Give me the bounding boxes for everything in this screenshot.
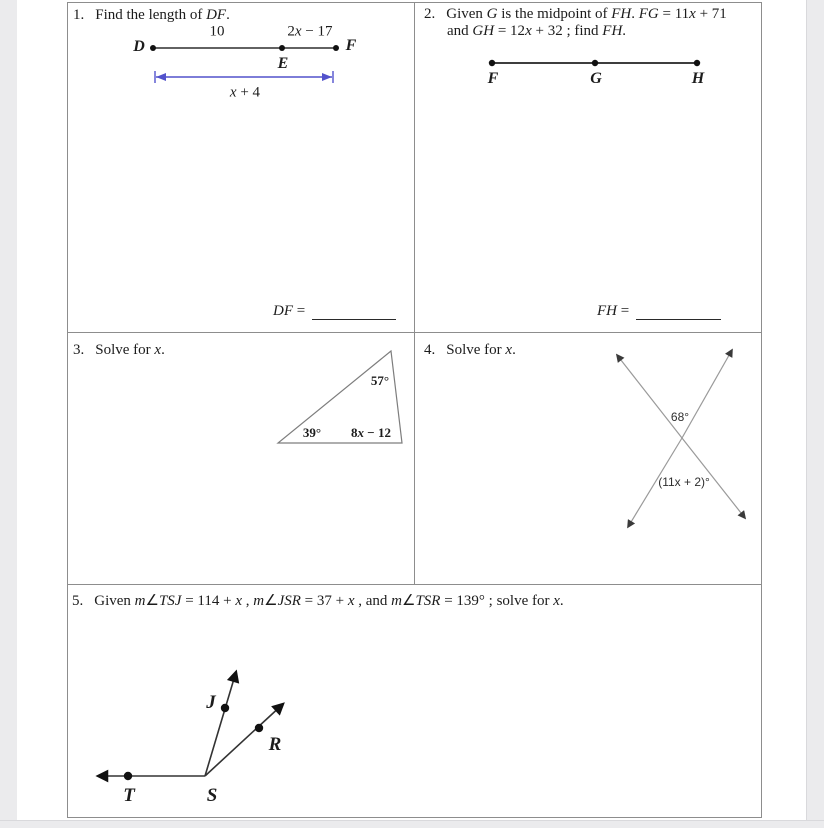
lower-angle-label: (11x + 2)° (658, 475, 710, 489)
segment-ef-length-label: 2x − 17 (287, 23, 333, 40)
problem-5-number: 5. (72, 593, 84, 609)
problem-2-prompt-text2: and GH = 12x + 32 ; find FH. (447, 23, 627, 39)
point-dot-f (333, 45, 339, 51)
point-label-s: S (206, 785, 218, 806)
point-dot-g (592, 60, 598, 66)
problem-1-answer-label: DF = (273, 303, 309, 319)
crossing-ray-upleft (617, 355, 682, 438)
problem-5-diagram (88, 660, 303, 790)
point-dot-h (694, 60, 700, 66)
total-length-label: x + 4 (229, 84, 261, 101)
problem-3-cell (67, 332, 414, 584)
problem-1-cell (67, 2, 414, 332)
problem-3-number: 3. (73, 342, 85, 358)
segment-de-length-label: 10 (209, 23, 225, 40)
triangle-right-angle-label: 8x − 12 (351, 425, 391, 440)
problem-4-prompt-text: Solve for x. (446, 342, 516, 358)
point-dot-t (124, 772, 132, 780)
problem-5-cell (67, 584, 762, 818)
problem-1-answer-blank (312, 302, 396, 320)
page-gutter-left (0, 0, 17, 827)
point-dot-j (221, 704, 229, 712)
point-label-g: G (590, 70, 602, 87)
problem-2-prompt-line2 (447, 22, 626, 40)
point-label-j: J (206, 692, 216, 713)
measure-arrow-right (322, 73, 332, 81)
upper-angle-label: 68° (670, 410, 690, 424)
point-label-f2: F (487, 70, 499, 87)
problem-4-diagram (608, 345, 753, 535)
triangle-left-angle-label: 39° (302, 425, 322, 440)
problem-5-prompt (72, 592, 564, 610)
measure-arrow-left (156, 73, 166, 81)
point-dot-r (255, 724, 263, 732)
point-label-h: H (691, 70, 705, 87)
point-label-e: E (277, 55, 289, 72)
problem-1-prompt-text: Find the length of DF. (95, 7, 230, 23)
problem-2-cell (414, 2, 762, 332)
problem-2-prompt-line1 (424, 5, 727, 23)
page-gutter-right (806, 0, 824, 827)
point-label-t: T (123, 785, 135, 806)
problem-2-prompt-text1: Given G is the midpoint of FH. FG = 11x + 71 (446, 6, 727, 22)
ray-sj (205, 672, 236, 776)
problem-5-prompt-text: Given m∠TSJ = 114 + x , m∠JSR = 37 + x , and m∠TSR = 139° ; solve for x. (94, 593, 564, 609)
problem-3-prompt-text: Solve for x. (95, 342, 165, 358)
problem-1-number: 1. (73, 7, 85, 23)
problem-1-answer-row (273, 302, 396, 320)
problem-4-number: 4. (424, 342, 436, 358)
point-dot-f2 (489, 60, 495, 66)
point-label-r: R (268, 734, 282, 755)
problem-2-number: 2. (424, 6, 436, 22)
problem-3-prompt (73, 341, 165, 359)
problem-4-prompt (424, 341, 516, 359)
triangle-apex-angle-label: 57° (370, 373, 390, 388)
crossing-ray-upright (682, 350, 732, 438)
point-dot-e (279, 45, 285, 51)
problem-2-answer-row (597, 302, 721, 320)
problem-2-answer-label: FH = (597, 303, 633, 319)
problem-2-answer-blank (636, 302, 721, 320)
problem-4-cell (414, 332, 762, 584)
point-label-f: F (345, 37, 357, 54)
point-label-d: D (133, 38, 145, 55)
point-dot-d (150, 45, 156, 51)
